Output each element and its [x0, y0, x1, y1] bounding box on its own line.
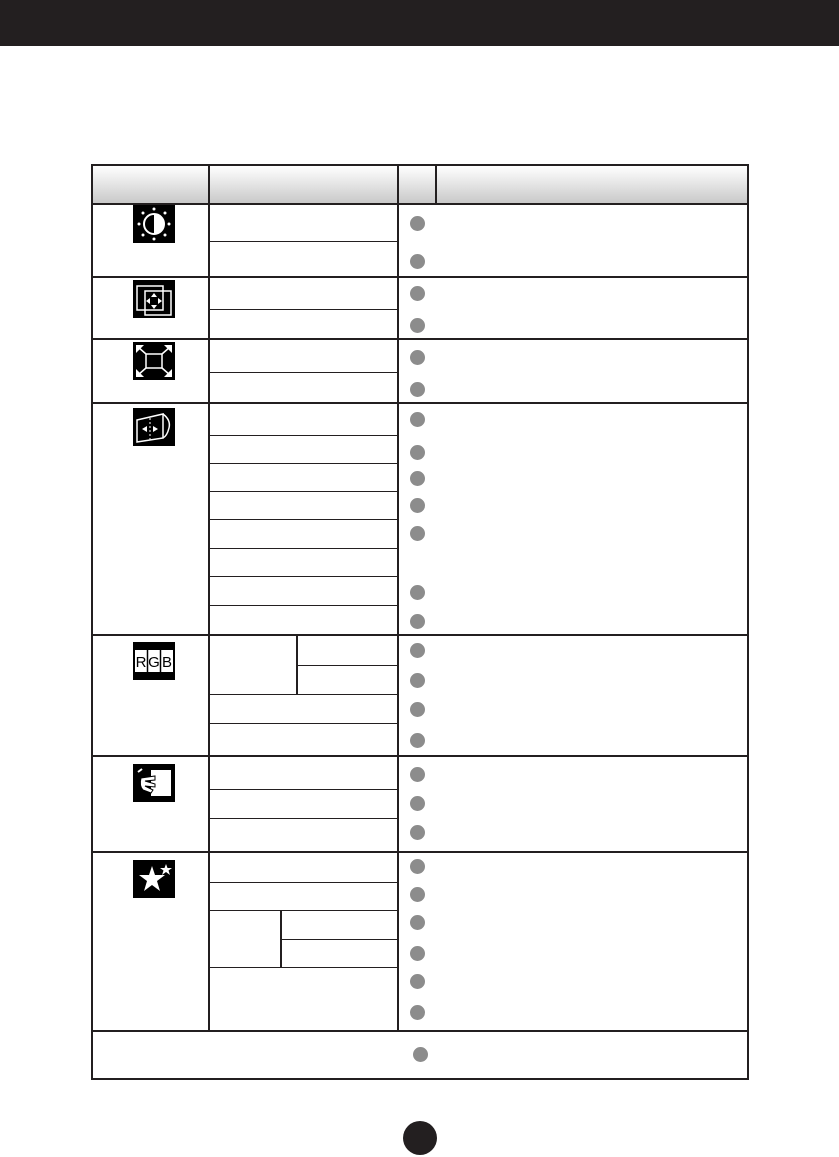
- group-separator: [93, 338, 747, 340]
- reference-dot: [410, 526, 425, 541]
- row-separator: [210, 463, 397, 464]
- reference-dot: [410, 471, 425, 486]
- group-separator: [93, 276, 747, 278]
- table-header-row: [93, 166, 747, 205]
- row-separator: [210, 548, 397, 549]
- reference-dot: [413, 1047, 428, 1062]
- position-icon: [133, 280, 175, 318]
- row-separator: [210, 241, 397, 242]
- row-separator: [210, 967, 397, 968]
- reference-dot: [410, 733, 425, 748]
- reference-dot: [410, 1005, 425, 1020]
- row-separator: [210, 818, 397, 819]
- row-separator: [210, 910, 397, 911]
- rgb-color-icon: [133, 642, 175, 680]
- row-separator: [210, 694, 397, 695]
- reference-dot: [410, 318, 425, 333]
- reference-dot: [410, 915, 425, 930]
- osd-function-table: [91, 164, 749, 1080]
- row-separator: [210, 605, 397, 606]
- row-separator: [210, 576, 397, 577]
- group-separator: [93, 634, 747, 636]
- reference-dot: [410, 585, 425, 600]
- reference-dot: [410, 887, 425, 902]
- reference-dot: [410, 643, 425, 658]
- group-separator: [93, 755, 747, 757]
- phase-clock-icon: [133, 408, 175, 446]
- reference-dot: [410, 974, 425, 989]
- header-divider: [397, 166, 399, 203]
- row-separator: [210, 372, 397, 373]
- reference-dot: [410, 254, 425, 269]
- row-separator: [210, 435, 397, 436]
- group-separator: [93, 402, 747, 404]
- column-divider: [208, 203, 210, 1030]
- reference-dot: [410, 796, 425, 811]
- header-bar: [0, 0, 839, 46]
- reference-dot: [410, 859, 425, 874]
- reference-dot: [410, 412, 425, 427]
- row-separator: [210, 491, 397, 492]
- row-separator: [298, 665, 397, 666]
- column-divider: [397, 203, 399, 1030]
- row-separator: [210, 519, 397, 520]
- svg-text:R: R: [135, 654, 147, 671]
- row-separator: [210, 789, 397, 790]
- header-divider: [208, 166, 210, 203]
- reference-dot: [410, 614, 425, 629]
- subcolumn-divider: [296, 636, 298, 694]
- svg-text:B: B: [161, 654, 173, 671]
- row-separator: [210, 723, 397, 724]
- row-separator: [210, 882, 397, 883]
- svg-text:G: G: [148, 654, 160, 671]
- row-separator: [282, 939, 397, 940]
- reference-dot: [410, 216, 425, 231]
- row-separator: [210, 309, 397, 310]
- subcolumn-divider: [280, 910, 282, 967]
- group-separator: [93, 1030, 747, 1032]
- star-setup-icon: [133, 860, 175, 898]
- reference-dot: [410, 702, 425, 717]
- reference-dot: [410, 825, 425, 840]
- group-separator: [93, 851, 747, 853]
- reference-dot: [410, 286, 425, 301]
- page-number-badge: [403, 1121, 437, 1155]
- reference-dot: [410, 946, 425, 961]
- size-icon: [133, 342, 175, 380]
- reference-dot: [410, 767, 425, 782]
- reference-dot: [410, 382, 425, 397]
- reference-dot: [410, 350, 425, 365]
- hand-tracking-icon: [133, 764, 175, 802]
- reference-dot: [410, 498, 425, 513]
- header-divider: [435, 166, 437, 203]
- brightness-contrast-icon: [133, 205, 175, 243]
- reference-dot: [410, 673, 425, 688]
- reference-dot: [410, 445, 425, 460]
